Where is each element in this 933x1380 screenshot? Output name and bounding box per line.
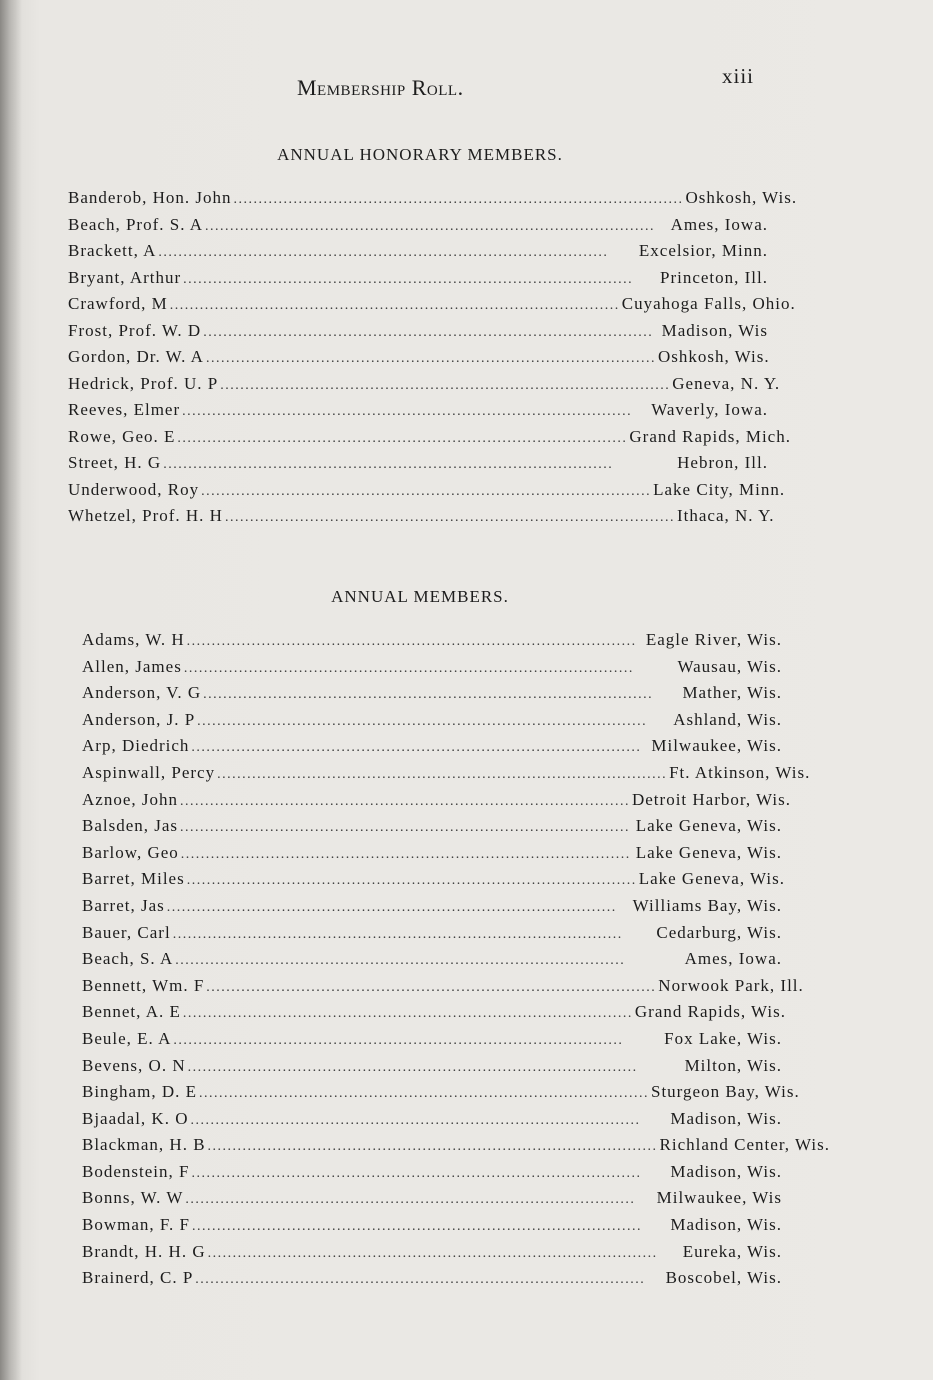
member-entry [82, 869, 785, 896]
member-entry [68, 294, 796, 321]
dot-leader: .......................................................................................... [224, 510, 675, 525]
member-entry [82, 843, 782, 870]
dot-leader: .......................................................................................... [173, 1032, 624, 1048]
member-name: Bingham, D. E [82, 1082, 197, 1102]
member-name: Beach, S. A [82, 949, 174, 969]
member-location: Richland Center, Wis. [659, 1135, 830, 1155]
dot-leader: .......................................................................................... [169, 298, 620, 313]
member-entry [68, 268, 768, 295]
member-location: Lake Geneva, Wis. [635, 842, 782, 862]
member-name: Banderob, Hon. John [68, 188, 232, 207]
dot-leader: .......................................................................................... [158, 245, 609, 260]
member-location: Excelsior, Minn. [638, 241, 768, 260]
member-name: Beach, Prof. S. A [68, 214, 204, 234]
member-name: Aspinwall, Percy [82, 762, 216, 782]
dot-leader: .......................................................................................... [191, 740, 642, 756]
member-entry [68, 479, 786, 507]
member-location: Cedarburg, Wis. [656, 922, 782, 942]
dot-leader: .......................................................................................... [183, 271, 634, 287]
member-entry [82, 816, 782, 843]
member-entry [82, 657, 782, 684]
member-location: Hebron, Ill. [677, 453, 768, 472]
member-name: Bevens, O. N [82, 1055, 186, 1075]
member-location: Lake Geneva, Wis. [638, 869, 785, 889]
member-location: Oshkosh, Wis. [685, 188, 798, 207]
member-location: Milwaukee, Wis [656, 1188, 782, 1208]
dot-leader: .......................................................................................... [195, 1272, 646, 1288]
member-name: Gordon, Dr. W. A [68, 347, 204, 366]
member-name: Arp, Diedrich [82, 736, 190, 756]
dot-leader: .......................................................................................... [182, 404, 633, 419]
dot-leader: .......................................................................................... [180, 846, 631, 862]
member-entry [82, 1242, 782, 1269]
annual-members-list [82, 630, 830, 1295]
member-location: Ames, Iowa. [670, 214, 768, 234]
member-name: Anderson, J. P [82, 709, 196, 729]
member-location: Lake Geneva, Wis. [635, 816, 782, 836]
member-entry [68, 506, 775, 533]
member-location: Madison, Wis. [670, 1215, 782, 1235]
member-name: Underwood, Roy [68, 479, 200, 499]
dot-leader: .......................................................................................... [177, 430, 628, 446]
member-entry [68, 215, 768, 242]
member-entry [68, 453, 768, 480]
dot-leader: .......................................................................................... [163, 457, 614, 472]
honorary-members-heading: ANNUAL HONORARY MEMBERS. [277, 145, 563, 164]
dot-leader: .......................................................................................... [203, 324, 654, 340]
dot-leader: .......................................................................................... [191, 1219, 642, 1235]
member-entry [82, 923, 782, 950]
member-location: Madison, Wis [661, 320, 768, 340]
member-location: Grand Rapids, Mich. [629, 426, 791, 446]
member-entry [82, 683, 782, 710]
member-name: Barret, Jas [82, 895, 165, 915]
dot-leader: .......................................................................................... [205, 218, 656, 234]
member-location: Waverly, Iowa. [651, 400, 768, 419]
member-name: Barret, Miles [82, 869, 185, 889]
member-name: Anderson, V. G [82, 683, 202, 703]
member-name: Allen, James [82, 656, 182, 676]
member-name: Whetzel, Prof. H. H [68, 506, 223, 525]
member-name: Bowman, F. F [82, 1215, 190, 1235]
dot-leader: .......................................................................................... [182, 1006, 633, 1022]
dot-leader: .......................................................................................... [207, 1245, 658, 1261]
member-location: Fox Lake, Wis. [664, 1028, 782, 1048]
member-entry [82, 1082, 800, 1109]
member-location: Eureka, Wis. [682, 1241, 782, 1261]
member-location: Eagle River, Wis. [645, 630, 782, 649]
member-location: Geneva, N. Y. [672, 373, 781, 393]
member-name: Bonns, W. W [82, 1188, 184, 1208]
dot-leader: .......................................................................................... [185, 1192, 636, 1208]
dot-leader: .......................................................................................... [207, 1139, 658, 1155]
member-entry [82, 949, 782, 976]
member-name: Rowe, Geo. E [68, 426, 176, 446]
dot-leader: .......................................................................................... [205, 351, 656, 366]
member-name: Aznoe, John [82, 789, 178, 809]
member-entry [68, 321, 768, 348]
dot-leader: .......................................................................................... [166, 899, 617, 915]
member-name: Bauer, Carl [82, 922, 171, 942]
member-name: Adams, W. H [82, 630, 185, 649]
member-location: Norwook Park, Ill. [658, 975, 804, 995]
page-spine-shadow [0, 0, 22, 1380]
dot-leader: .......................................................................................... [199, 1086, 649, 1102]
member-name: Reeves, Elmer [68, 400, 181, 419]
dot-leader: .......................................................................................... [197, 713, 648, 729]
member-name: Barlow, Geo [82, 842, 179, 862]
member-entry [82, 736, 782, 763]
dot-leader: .......................................................................................... [190, 1112, 641, 1128]
dot-leader: .......................................................................................... [172, 926, 623, 942]
member-entry [82, 710, 782, 737]
member-entry [68, 400, 768, 427]
member-entry [82, 630, 782, 657]
member-location: Sturgeon Bay, Wis. [651, 1082, 800, 1102]
member-entry [82, 1215, 782, 1242]
member-location: Williams Bay, Wis. [632, 895, 782, 915]
member-name: Frost, Prof. W. D [68, 320, 202, 340]
member-location: Madison, Wis. [670, 1161, 782, 1181]
member-entry [82, 1268, 782, 1295]
dot-leader: .......................................................................................... [179, 793, 630, 809]
member-location: Ames, Iowa. [684, 949, 782, 969]
member-location: Ft. Atkinson, Wis. [669, 762, 811, 782]
member-entry [82, 1135, 830, 1162]
dot-leader: .......................................................................................... [186, 634, 637, 649]
member-entry [82, 762, 811, 790]
member-name: Beule, E. A [82, 1028, 172, 1048]
member-location: Ithaca, N. Y. [676, 506, 775, 525]
annual-members-heading: ANNUAL MEMBERS. [331, 587, 509, 606]
member-entry [68, 347, 768, 374]
member-name: Bjaadal, K. O [82, 1108, 189, 1128]
member-name: Blackman, H. B [82, 1135, 206, 1155]
member-location: Cuyahoga Falls, Ohio. [621, 294, 796, 313]
member-location: Oshkosh, Wis. [657, 347, 770, 366]
member-entry [68, 241, 768, 268]
member-entry [82, 1162, 782, 1189]
member-location: Detroit Harbor, Wis. [631, 789, 791, 809]
dot-leader: .......................................................................................... [186, 873, 637, 889]
member-name: Brackett, A [68, 241, 157, 260]
dot-leader: .......................................................................................... [175, 953, 626, 969]
member-entry [82, 975, 804, 1003]
member-entry [82, 1109, 782, 1136]
dot-leader: .......................................................................................... [217, 766, 668, 782]
member-entry [82, 1188, 782, 1215]
dot-leader: .......................................................................................... [203, 687, 654, 703]
dot-leader: .......................................................................................... [183, 660, 634, 676]
dot-leader: .......................................................................................... [206, 979, 657, 995]
member-location: Princeton, Ill. [659, 267, 768, 287]
member-location: Wausau, Wis. [677, 656, 782, 676]
member-name: Bennett, Wm. F [82, 975, 205, 995]
member-location: Boscobel, Wis. [665, 1268, 782, 1288]
member-name: Balsden, Jas [82, 816, 179, 836]
member-location: Milwaukee, Wis. [651, 736, 782, 756]
member-name: Hedrick, Prof. U. P [68, 373, 219, 393]
dot-leader: .......................................................................................... [201, 483, 652, 499]
member-location: Madison, Wis. [670, 1108, 782, 1128]
dot-leader: .......................................................................................... [233, 192, 684, 207]
member-entry [82, 896, 782, 923]
dot-leader: .......................................................................................... [220, 377, 671, 393]
member-location: Lake City, Minn. [653, 479, 786, 499]
member-entry [82, 1056, 782, 1083]
member-entry [82, 1002, 786, 1029]
member-name: Crawford, M [68, 294, 168, 313]
member-name: Brandt, H. H. G [82, 1241, 206, 1261]
member-entry [82, 789, 791, 817]
member-entry [68, 426, 791, 454]
member-name: Bryant, Arthur [68, 267, 182, 287]
honorary-members-list [68, 188, 798, 533]
member-location: Mather, Wis. [682, 683, 782, 703]
dot-leader: .......................................................................................... [187, 1059, 638, 1075]
member-name: Bennet, A. E [82, 1002, 181, 1022]
page-header [0, 60, 933, 100]
member-location: Grand Rapids, Wis. [634, 1002, 786, 1022]
dot-leader: .......................................................................................... [191, 1165, 642, 1181]
member-name: Bodenstein, F [82, 1161, 190, 1181]
member-entry [68, 188, 798, 215]
member-location: Ashland, Wis. [673, 709, 782, 729]
member-entry [68, 373, 781, 401]
page-number: xiii [722, 64, 755, 88]
member-name: Brainerd, C. P [82, 1268, 194, 1288]
running-title: Membership Roll. [297, 75, 464, 100]
dot-leader: .......................................................................................... [180, 820, 631, 836]
member-entry [82, 1029, 782, 1056]
member-name: Street, H. G [68, 453, 162, 472]
member-location: Milton, Wis. [684, 1055, 782, 1075]
